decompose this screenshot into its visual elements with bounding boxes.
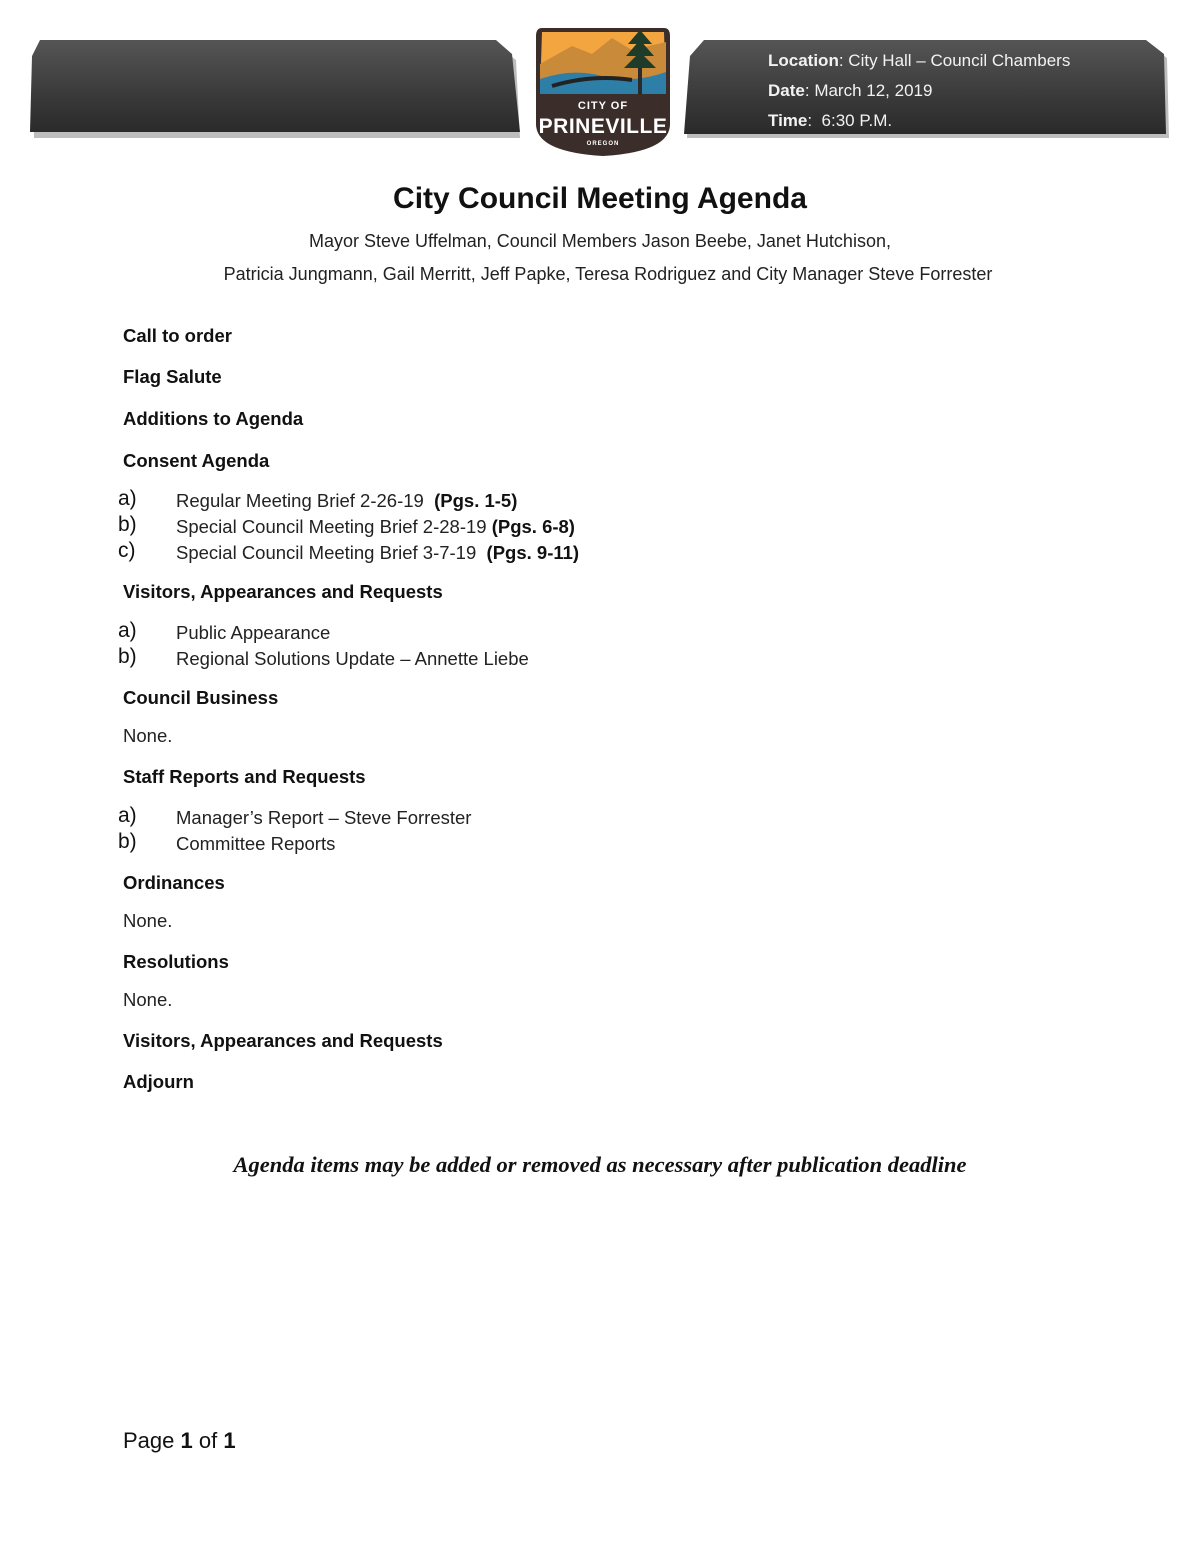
city-logo — [532, 24, 674, 158]
section-label: Council Business — [123, 687, 279, 708]
item-text: Regional Solutions Update – Annette Liebe — [176, 648, 529, 669]
item-title: Special Council Meeting Brief 3-7-19 — [176, 542, 477, 563]
list-item — [0, 645, 900, 674]
item-letter: a) — [118, 619, 137, 642]
item-letter: c) — [118, 539, 136, 562]
agenda-section-resolutions — [0, 951, 900, 981]
agenda-section-ordinances — [0, 872, 900, 902]
council-members-line-2: Patricia Jungmann, Gail Merritt, Jeff Papke, Teresa Rodriguez and City Manager Steve Forrester — [223, 264, 993, 284]
item-text: Committee Reports — [176, 833, 336, 854]
section-label: Additions to Agenda — [123, 408, 304, 429]
meta-location-value: City Hall – Council Chambers — [848, 51, 1071, 70]
page-title: City Council Meeting Agenda — [393, 182, 807, 215]
meta-date: Date: March 12, 2019 — [768, 81, 933, 100]
item-letter: b) — [118, 830, 137, 853]
item-text: Manager’s Report – Steve Forrester — [176, 807, 472, 828]
meta-time-label: Time — [768, 111, 808, 130]
item-title: Special Council Meeting Brief 2-28-19 — [176, 516, 487, 537]
item-pages: (Pgs. 9-11) — [486, 542, 580, 563]
meta-time: Time: 6:30 P.M. — [768, 111, 893, 130]
agenda-section-visitors — [0, 581, 900, 611]
meta-date-label: Date — [768, 81, 805, 100]
item-text — [176, 516, 575, 538]
item-pages: (Pgs. 1-5) — [434, 490, 518, 511]
item-text — [176, 542, 579, 564]
logo-text-oregon: OREGON — [586, 141, 620, 147]
item-pages: (Pgs. 6-8) — [491, 516, 575, 537]
list-item — [0, 539, 900, 568]
agenda-disclaimer: Agenda items may be added or removed as necessary after publication deadline — [233, 1152, 967, 1177]
agenda-section-adjourn — [0, 1071, 900, 1101]
council-members-line-1: Mayor Steve Uffelman, Council Members Jason Beebe, Janet Hutchison, — [309, 231, 891, 251]
section-label: Visitors, Appearances and Requests — [123, 1030, 443, 1051]
item-letter: a) — [118, 487, 137, 510]
section-note: None. — [123, 910, 173, 931]
section-label: Resolutions — [123, 951, 229, 972]
meeting-meta — [768, 46, 1070, 136]
page-number — [123, 1428, 236, 1454]
logo-text-city-of: CITY OF — [577, 100, 629, 112]
logo-text-prineville: PRINEVILLE — [538, 115, 668, 138]
page-of: of — [198, 1428, 218, 1453]
agenda-section-call-to-order — [0, 325, 900, 355]
section-label: Flag Salute — [123, 366, 222, 387]
agenda-section-flag-salute — [0, 366, 900, 396]
header-banner-right — [682, 38, 1170, 138]
item-letter: a) — [118, 804, 137, 827]
agenda-section-visitors-2 — [0, 1030, 900, 1060]
agenda-section-council-business — [0, 687, 900, 717]
meta-date-value: March 12, 2019 — [814, 81, 933, 100]
item-letter: b) — [118, 513, 137, 536]
meta-location-label: Location — [768, 51, 839, 70]
section-label: Ordinances — [123, 872, 225, 893]
item-letter: b) — [118, 645, 137, 668]
section-note: None. — [123, 725, 173, 746]
section-label: Visitors, Appearances and Requests — [123, 581, 443, 602]
item-title: Regular Meeting Brief 2-26-19 — [176, 490, 424, 511]
page-current: 1 — [180, 1428, 193, 1453]
agenda-section-additions — [0, 408, 900, 438]
section-label: Staff Reports and Requests — [123, 766, 366, 787]
page-total: 1 — [223, 1428, 236, 1453]
section-label: Consent Agenda — [123, 450, 270, 471]
item-text — [176, 490, 517, 512]
meta-location: Location: City Hall – Council Chambers — [768, 51, 1071, 70]
section-note: None. — [123, 989, 173, 1010]
item-text: Public Appearance — [176, 622, 331, 643]
meta-time-value: 6:30 P.M. — [821, 111, 893, 130]
header-banner-left — [26, 38, 526, 138]
list-item — [0, 830, 900, 859]
agenda-section-consent-agenda — [0, 450, 900, 480]
section-label: Call to order — [123, 325, 232, 346]
page-prefix: Page — [123, 1428, 175, 1453]
section-label: Adjourn — [123, 1071, 194, 1092]
agenda-section-staff-reports — [0, 766, 900, 796]
